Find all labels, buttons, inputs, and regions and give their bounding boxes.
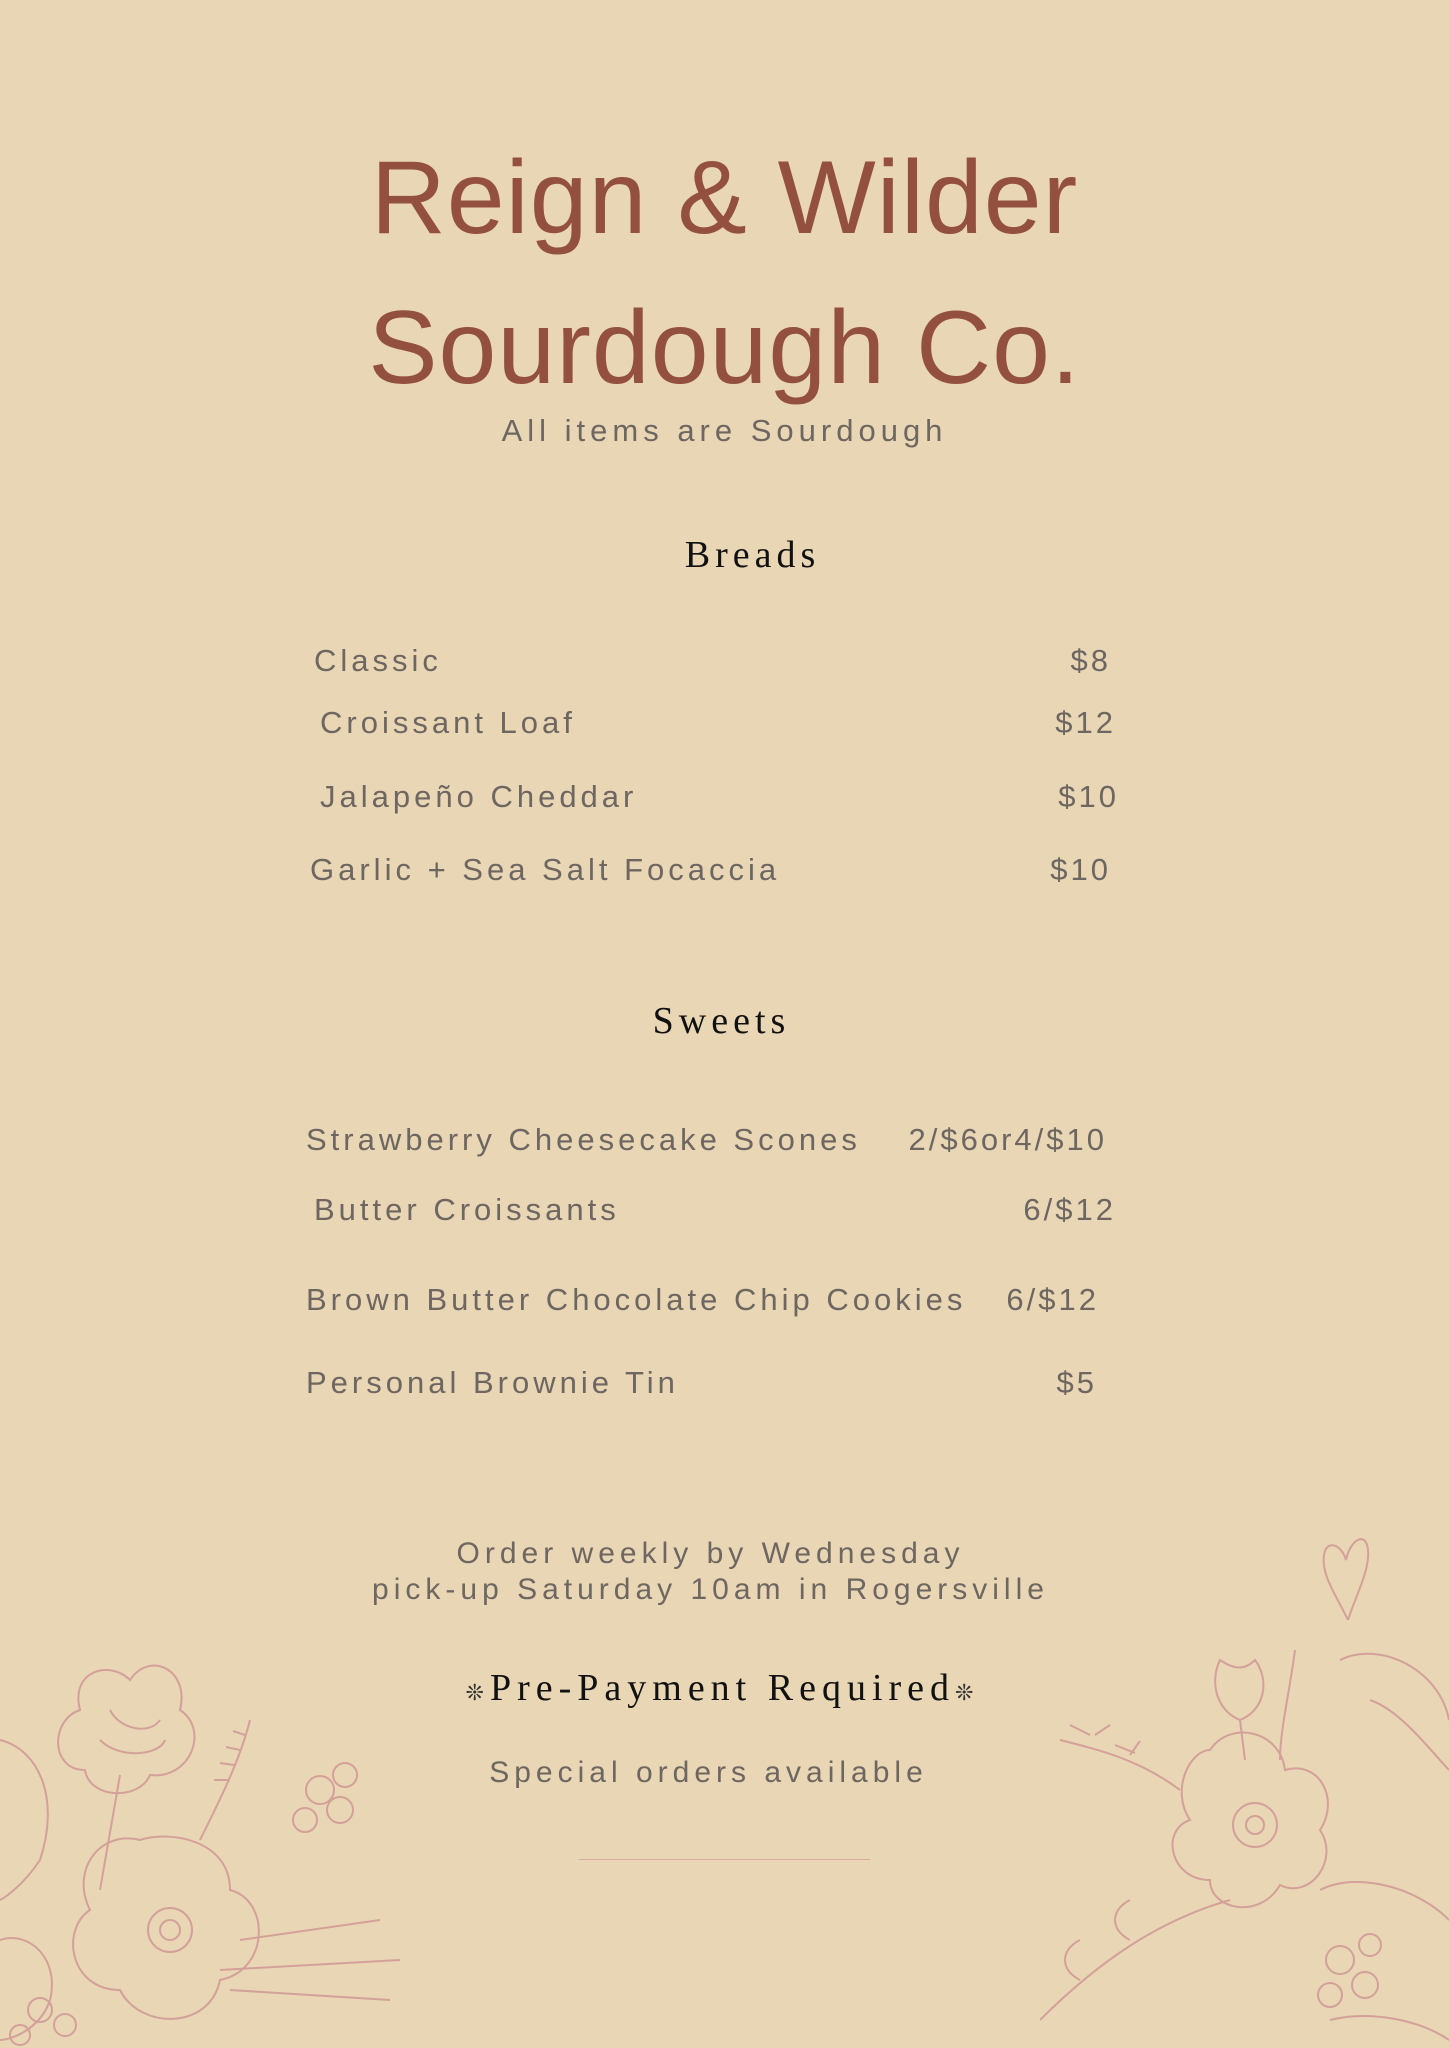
breads-heading: Breads: [684, 534, 821, 576]
subtitle: All items are Sourdough: [501, 413, 948, 448]
order-deadline: Order weekly by Wednesday: [456, 1537, 965, 1570]
menu-item-price: 6/$12: [1023, 1192, 1116, 1227]
title-line-1: Reign & Wilder: [370, 140, 1079, 256]
menu-item-price: 6/$12: [1006, 1282, 1099, 1317]
menu-item-name: Classic: [314, 643, 442, 678]
asterisk-icon: ❊: [955, 1680, 980, 1705]
title-line-2: Sourdough Co.: [368, 290, 1081, 406]
menu-item-name: Garlic + Sea Salt Focaccia: [310, 852, 781, 887]
asterisk-icon: ❊: [465, 1680, 490, 1705]
menu-item-name: Personal Brownie Tin: [306, 1365, 679, 1400]
menu-item-name: Brown Butter Chocolate Chip Cookies: [306, 1282, 967, 1317]
menu-item-price: $10: [1058, 779, 1119, 814]
sweets-heading: Sweets: [652, 1000, 791, 1042]
heart-icon: [1316, 1525, 1376, 1625]
prepayment-text: Pre-Payment Required: [489, 1667, 956, 1709]
menu-item-name: Croissant Loaf: [320, 705, 576, 740]
menu-item-price: $12: [1055, 705, 1116, 740]
menu-item-price: $5: [1056, 1365, 1097, 1400]
menu-item-price: $10: [1050, 852, 1111, 887]
floral-illustration-left-icon: [0, 1640, 420, 2048]
menu-item-name: Strawberry Cheesecake Scones: [306, 1122, 861, 1157]
menu-item-price: 2/$6or4/$10: [908, 1122, 1107, 1157]
pickup-info: pick-up Saturday 10am in Rogersville: [372, 1573, 1049, 1606]
divider: [579, 1859, 870, 1860]
special-orders: Special orders available: [489, 1756, 928, 1789]
menu-item-name: Jalapeño Cheddar: [320, 779, 638, 814]
menu-item-price: $8: [1070, 643, 1111, 678]
menu-item-name: Butter Croissants: [314, 1192, 620, 1227]
floral-illustration-right-icon: [1040, 1640, 1449, 2048]
